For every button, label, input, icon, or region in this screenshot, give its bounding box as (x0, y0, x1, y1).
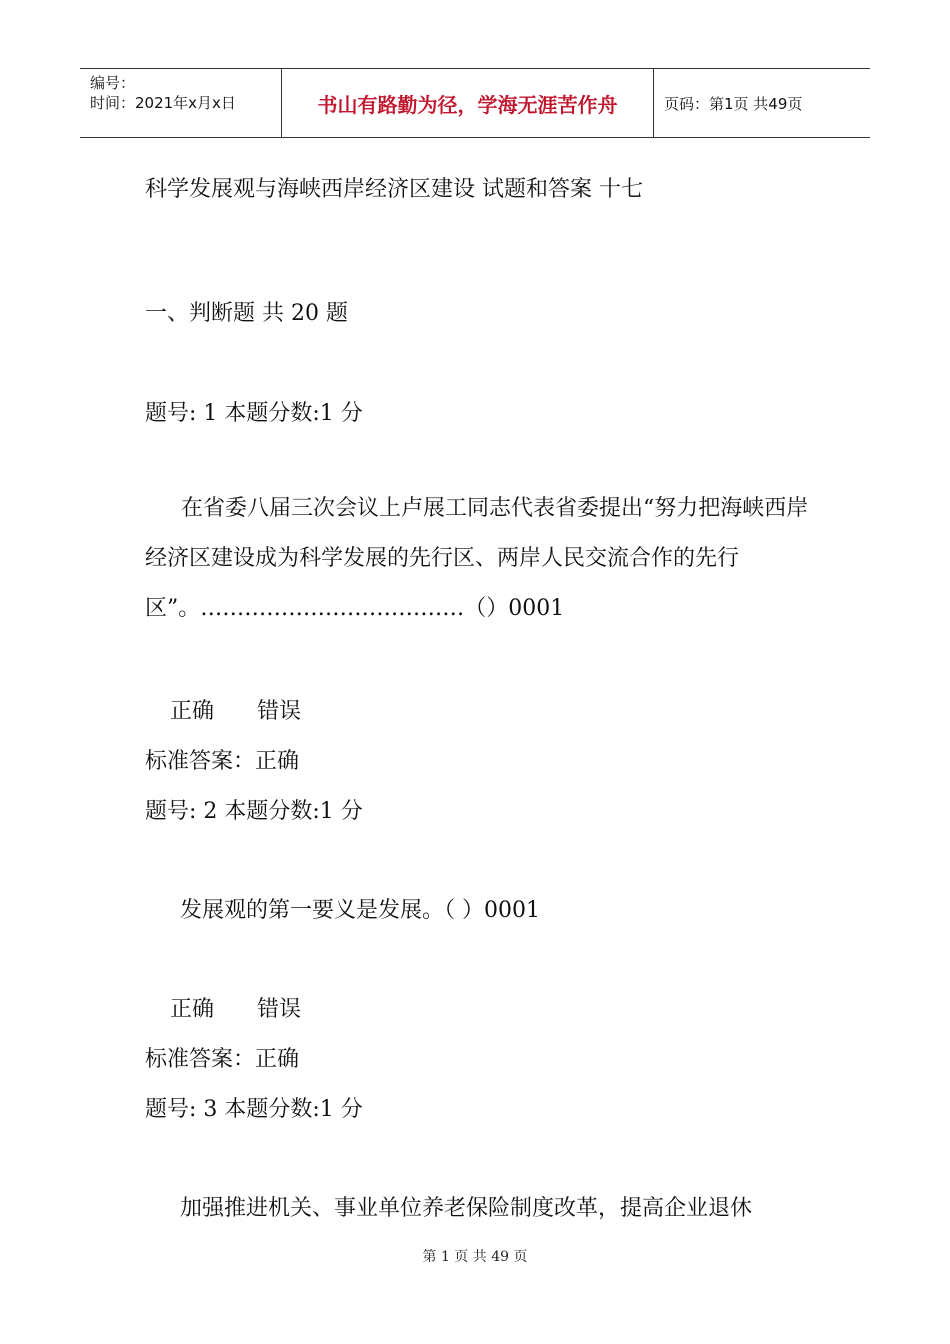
question-2-options (170, 992, 301, 1023)
option-true[interactable]: 正确 (170, 699, 215, 724)
document-title: 科学发展观与海峡西岸经济区建设 试题和答案 十七 (145, 177, 643, 202)
header-page-info: 页码：第1页 共49页 (664, 94, 803, 113)
section-heading: 一、判断题 共 20 题 (145, 301, 348, 326)
question-1-answer: 标准答案：正确 (145, 749, 300, 774)
question-2-text: 发展观的第一要义是发展。（ ）0001 (180, 898, 540, 923)
question-3-header: 题号: 3 本题分数:1 分 (145, 1097, 363, 1122)
option-true[interactable]: 正确 (170, 997, 215, 1022)
document-header (80, 68, 870, 138)
header-motto: 书山有路勤为径，学海无涯苦作舟 (282, 69, 654, 137)
question-1-header: 题号: 1 本题分数:1 分 (145, 401, 363, 426)
question-2-header: 题号: 2 本题分数:1 分 (145, 799, 363, 824)
header-meta (80, 69, 282, 137)
question-2-answer: 标准答案：正确 (145, 1047, 300, 1072)
number-label: 编号： (90, 74, 136, 92)
time-label: 时间：2021年x月x日 (90, 94, 236, 112)
question-1-text: 在省委八届三次会议上卢展工同志代表省委提出“努力把海峡西岸经济区建设成为科学发展的先行区、两岸人民交流合作的先行区”。………………………………（）0001 (145, 496, 809, 621)
question-3-text: 加强推进机关、事业单位养老保险制度改革，提高企业退休 (180, 1196, 753, 1221)
option-false[interactable]: 错误 (257, 997, 302, 1022)
option-false[interactable]: 错误 (257, 699, 302, 724)
question-1-options (170, 694, 301, 725)
page-footer: 第 1 页 共 49 页 (422, 1249, 528, 1265)
